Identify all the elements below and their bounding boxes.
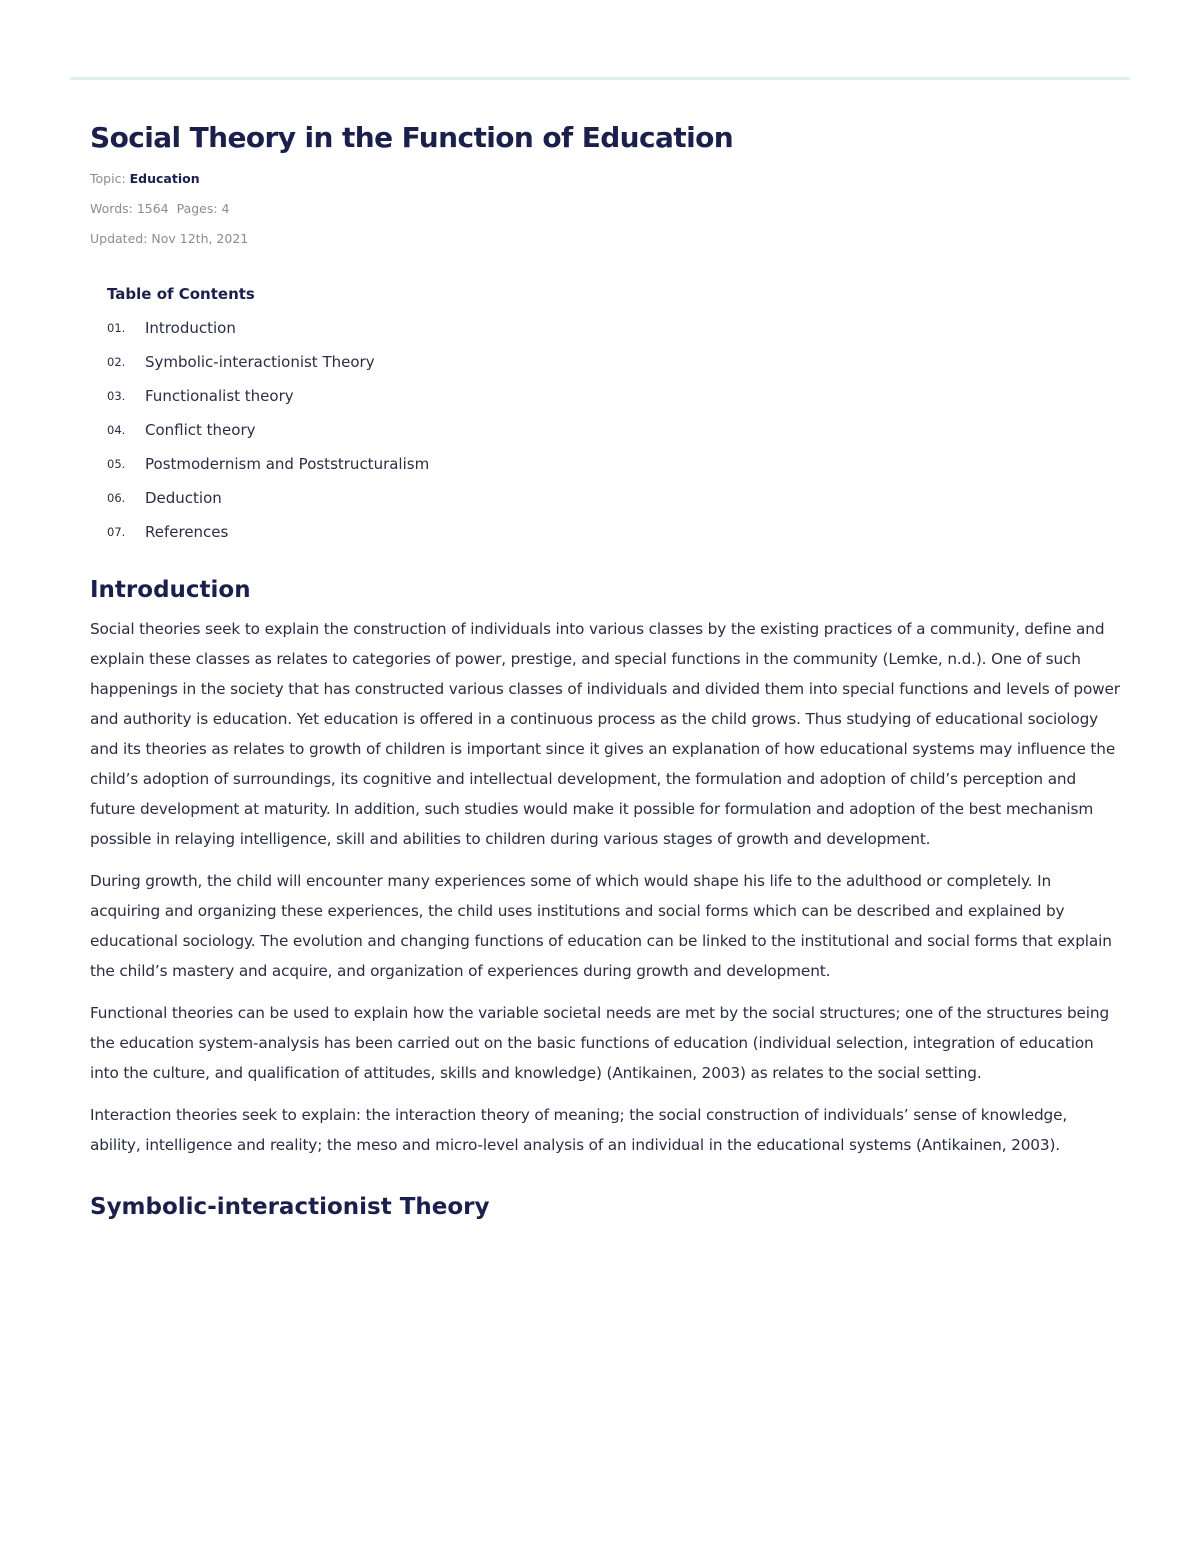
- toc-item-deduction[interactable]: [107, 481, 1120, 515]
- toc-item-functionalist[interactable]: [107, 379, 1120, 413]
- toc-number: 05.: [107, 457, 126, 471]
- toc-link[interactable]: References: [145, 523, 229, 541]
- toc-link[interactable]: Deduction: [145, 489, 222, 507]
- toc-link[interactable]: Conflict theory: [145, 421, 256, 439]
- toc-number: 01.: [107, 321, 126, 335]
- paragraph: Social theories seek to explain the construction of individuals into various classes by the existing practices of a community, define and explain these classes as relates to categories of power, prestige, and special functions in the community (Lemke, n.d.). One of such happenings in the society that has constructed various classes of individuals and divided them into special functions and levels of power and authority is education. Yet education is offered in a continuous process as the child grows. Thus studying of educational sociology and its theories as relates to growth of children is important since it gives an explanation of how educational systems may influence the child’s adoption of surroundings, its cognitive and intellectual development, the formulation and adoption of child’s perception and future development at maturity. In addition, such studies would make it possible for formulation and adoption of the best mechanism possible in relaying intelligence, skill and abilities to children during various stages of growth and development.: [90, 620, 1120, 848]
- table-of-contents: [107, 281, 1120, 549]
- toc-item-postmodernism[interactable]: [107, 447, 1120, 481]
- toc-link[interactable]: Functionalist theory: [145, 387, 294, 405]
- paragraph: Interaction theories seek to explain: the interaction theory of meaning; the social construction of individuals’ sense of knowledge, ability, intelligence and reality; the meso and micro-level analysis of an individual in the educational systems (Antikainen, 2003).: [90, 1106, 1068, 1154]
- topic-label: Topic:: [90, 171, 126, 186]
- toc-number: 04.: [107, 423, 126, 437]
- toc-number: 02.: [107, 355, 126, 369]
- section-heading-introduction: Introduction: [90, 577, 251, 603]
- section-heading-symbolic-interactionist: Symbolic-interactionist Theory: [90, 1194, 490, 1220]
- introduction-body: [90, 614, 1120, 1160]
- toc-item-symbolic-interactionist[interactable]: [107, 345, 1120, 379]
- top-divider: [70, 77, 1130, 80]
- toc-number: 06.: [107, 491, 126, 505]
- toc-title: Table of Contents: [107, 285, 255, 303]
- topic-meta: [90, 164, 1120, 194]
- toc-list: [107, 311, 1120, 549]
- words-count: Words: 1564: [90, 201, 169, 216]
- paragraph: During growth, the child will encounter many experiences some of which would shape his life to the adulthood or completely. In acquiring and organizing these experiences, the child uses institutions and social forms which can be described and explained by educational sociology. The evolution and changing functions of education can be linked to the institutional and social forms that explain the child’s mastery and acquire, and organization of experiences during growth and development.: [90, 872, 1112, 980]
- toc-item-introduction[interactable]: [107, 311, 1120, 345]
- toc-number: 07.: [107, 525, 126, 539]
- toc-link[interactable]: Introduction: [145, 319, 236, 337]
- length-meta: [90, 194, 1120, 224]
- topic-link[interactable]: Education: [129, 171, 200, 186]
- document-title: Social Theory in the Function of Education: [90, 121, 734, 154]
- updated-date: Updated: Nov 12th, 2021: [90, 231, 249, 246]
- toc-item-conflict[interactable]: [107, 413, 1120, 447]
- pages-count: Pages: 4: [176, 201, 230, 216]
- toc-link[interactable]: Postmodernism and Poststructuralism: [145, 455, 430, 473]
- toc-number: 03.: [107, 389, 126, 403]
- document-page: [90, 118, 1120, 1224]
- toc-item-references[interactable]: [107, 515, 1120, 549]
- toc-link[interactable]: Symbolic-interactionist Theory: [145, 353, 375, 371]
- paragraph: Functional theories can be used to explain how the variable societal needs are met by the social structures; one of the structures being the education system-analysis has been carried out on the basic functions of education (individual selection, integration of education into the culture, and qualification of attitudes, skills and knowledge) (Antikainen, 2003) as relates to the social setting.: [90, 1004, 1110, 1082]
